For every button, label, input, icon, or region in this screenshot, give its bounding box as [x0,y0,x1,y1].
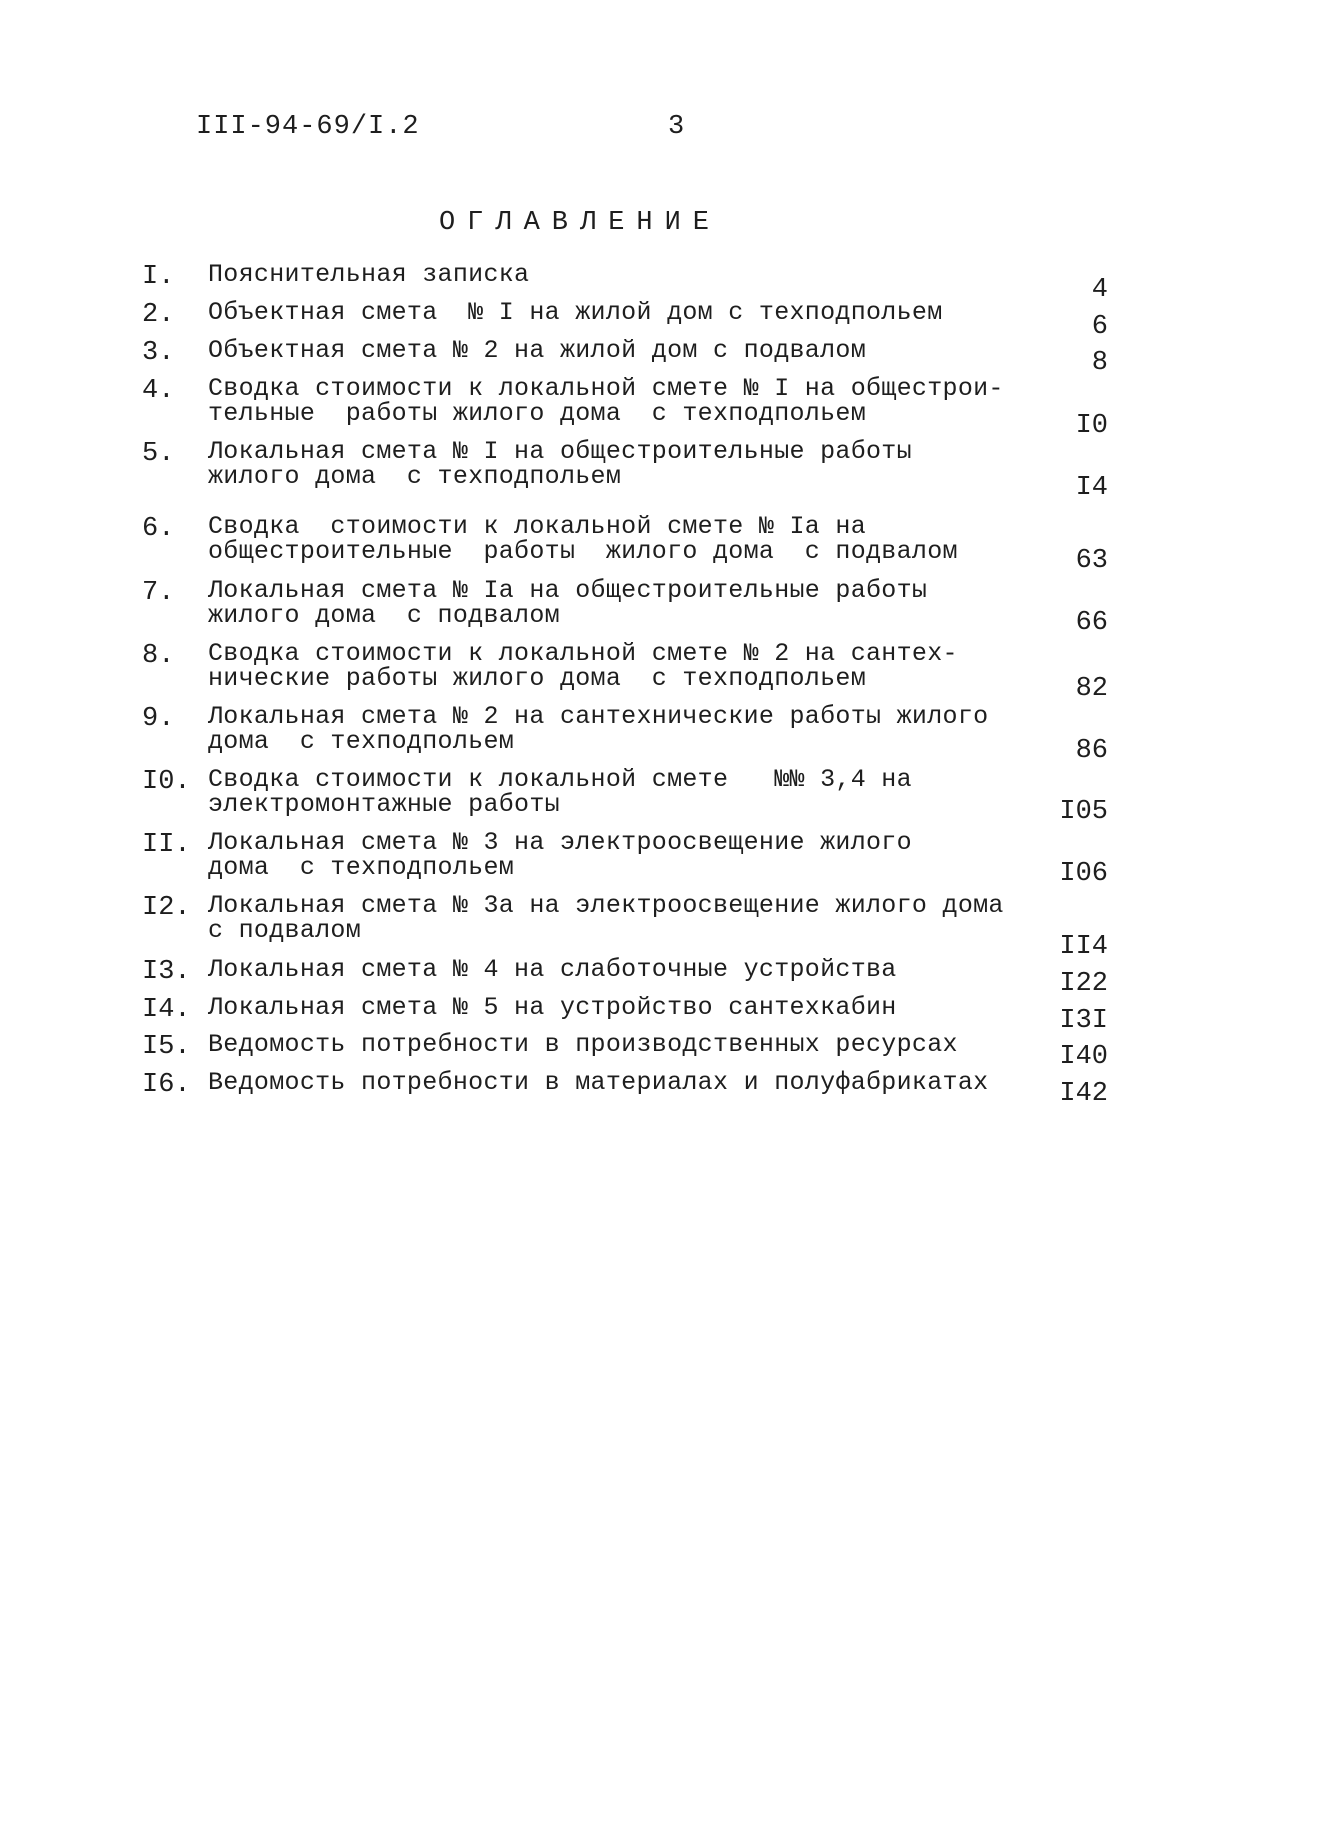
item-title [208,704,1038,754]
item-number: I3. [142,957,191,987]
item-title [208,262,1038,287]
item-page: 86 [1075,736,1108,766]
item-title [208,300,1038,325]
item-title [208,1032,1038,1057]
item-number: I5. [142,1032,191,1062]
item-title [208,995,1038,1020]
item-page: I06 [1059,859,1108,889]
item-title-line: с подвалом [208,916,362,945]
item-title-line: жилого дома с техподпольем [208,462,622,491]
item-title [208,578,1038,628]
item-title-line: Локальная смета № Iа на общестроительные работы [208,576,928,605]
item-number: 8. [142,641,175,671]
toc-title: ОГЛАВЛЕНИЕ [438,208,722,238]
item-page: 63 [1075,546,1108,576]
item-title [208,1070,1038,1095]
item-title-line: жилого дома с подвалом [208,601,560,630]
item-title [208,957,1038,982]
item-title-line: Объектная смета № 2 на жилой дом с подвалом [208,336,867,365]
item-number: 5. [142,439,175,469]
item-number: II. [142,830,191,860]
item-title [208,514,1038,564]
item-title-line: Ведомость потребности в производственных ресурсах [208,1030,958,1059]
item-title-line: общестроительные работы жилого дома с подвалом [208,537,958,566]
item-title [208,439,1038,489]
item-page: II4 [1059,932,1108,962]
item-title-line: Объектная смета № I на жилой дом с техподпольем [208,298,943,327]
item-title-line: Локальная смета № I на общестроительные работы [208,437,912,466]
item-number: I. [142,262,175,292]
item-page: I3I [1059,1006,1108,1036]
item-page: 4 [1091,275,1108,305]
item-title-line: тельные работы жилого дома с техподпольем [208,399,867,428]
item-number: I4. [142,995,191,1025]
item-title-line: Ведомость потребности в материалах и полуфабрикатах [208,1068,989,1097]
item-title-line: нические работы жилого дома с техподпольем [208,664,867,693]
item-title-line: Локальная смета № 2 на сантехнические работы жилого [208,702,989,731]
item-title-line: Сводка стоимости к локальной смете № 2 на сантех- [208,639,958,668]
item-number: 4. [142,376,175,406]
item-title [208,338,1038,363]
item-title [208,767,1038,817]
item-title-line: Локальная смета № 3 на электроосвещение жилого [208,828,912,857]
item-number: 6. [142,514,175,544]
item-title-line: Локальная смета № 4 на слаботочные устройства [208,955,897,984]
item-page: I4 [1075,473,1108,503]
document-code: III-94-69/I.2 [196,112,420,142]
item-title-line: дома с техподпольем [208,727,515,756]
item-number: 7. [142,578,175,608]
item-page: I22 [1059,969,1108,999]
item-title-line: Пояснительная записка [208,260,530,289]
item-title-line: Сводка стоимости к локальной смете № I на общестрои- [208,374,1004,403]
item-title-line: Локальная смета № 3а на электроосвещение жилого дома [208,891,1004,920]
item-page: I42 [1059,1079,1108,1109]
item-title-line: дома с техподпольем [208,853,515,882]
item-page: 66 [1075,608,1108,638]
item-number: I2. [142,893,191,923]
item-title [208,641,1038,691]
item-page: I0 [1075,411,1108,441]
item-title-line: Локальная смета № 5 на устройство сантехкабин [208,993,897,1022]
item-page: I05 [1059,797,1108,827]
item-number: 3. [142,338,175,368]
item-page: 6 [1091,312,1108,342]
item-page: 8 [1091,348,1108,378]
item-title [208,893,1038,943]
page-number: 3 [668,112,685,142]
item-page: 82 [1075,674,1108,704]
item-title-line: электромонтажные работы [208,790,560,819]
item-title [208,830,1038,880]
item-title-line: Сводка стоимости к локальной смете №№ 3,4 на [208,765,912,794]
item-title-line: Сводка стоимости к локальной смете № Iа на [208,512,867,541]
item-number: 9. [142,704,175,734]
item-number: 2. [142,300,175,330]
item-number: I6. [142,1070,191,1100]
item-number: I0. [142,767,191,797]
item-page: I40 [1059,1042,1108,1072]
item-title [208,376,1038,426]
